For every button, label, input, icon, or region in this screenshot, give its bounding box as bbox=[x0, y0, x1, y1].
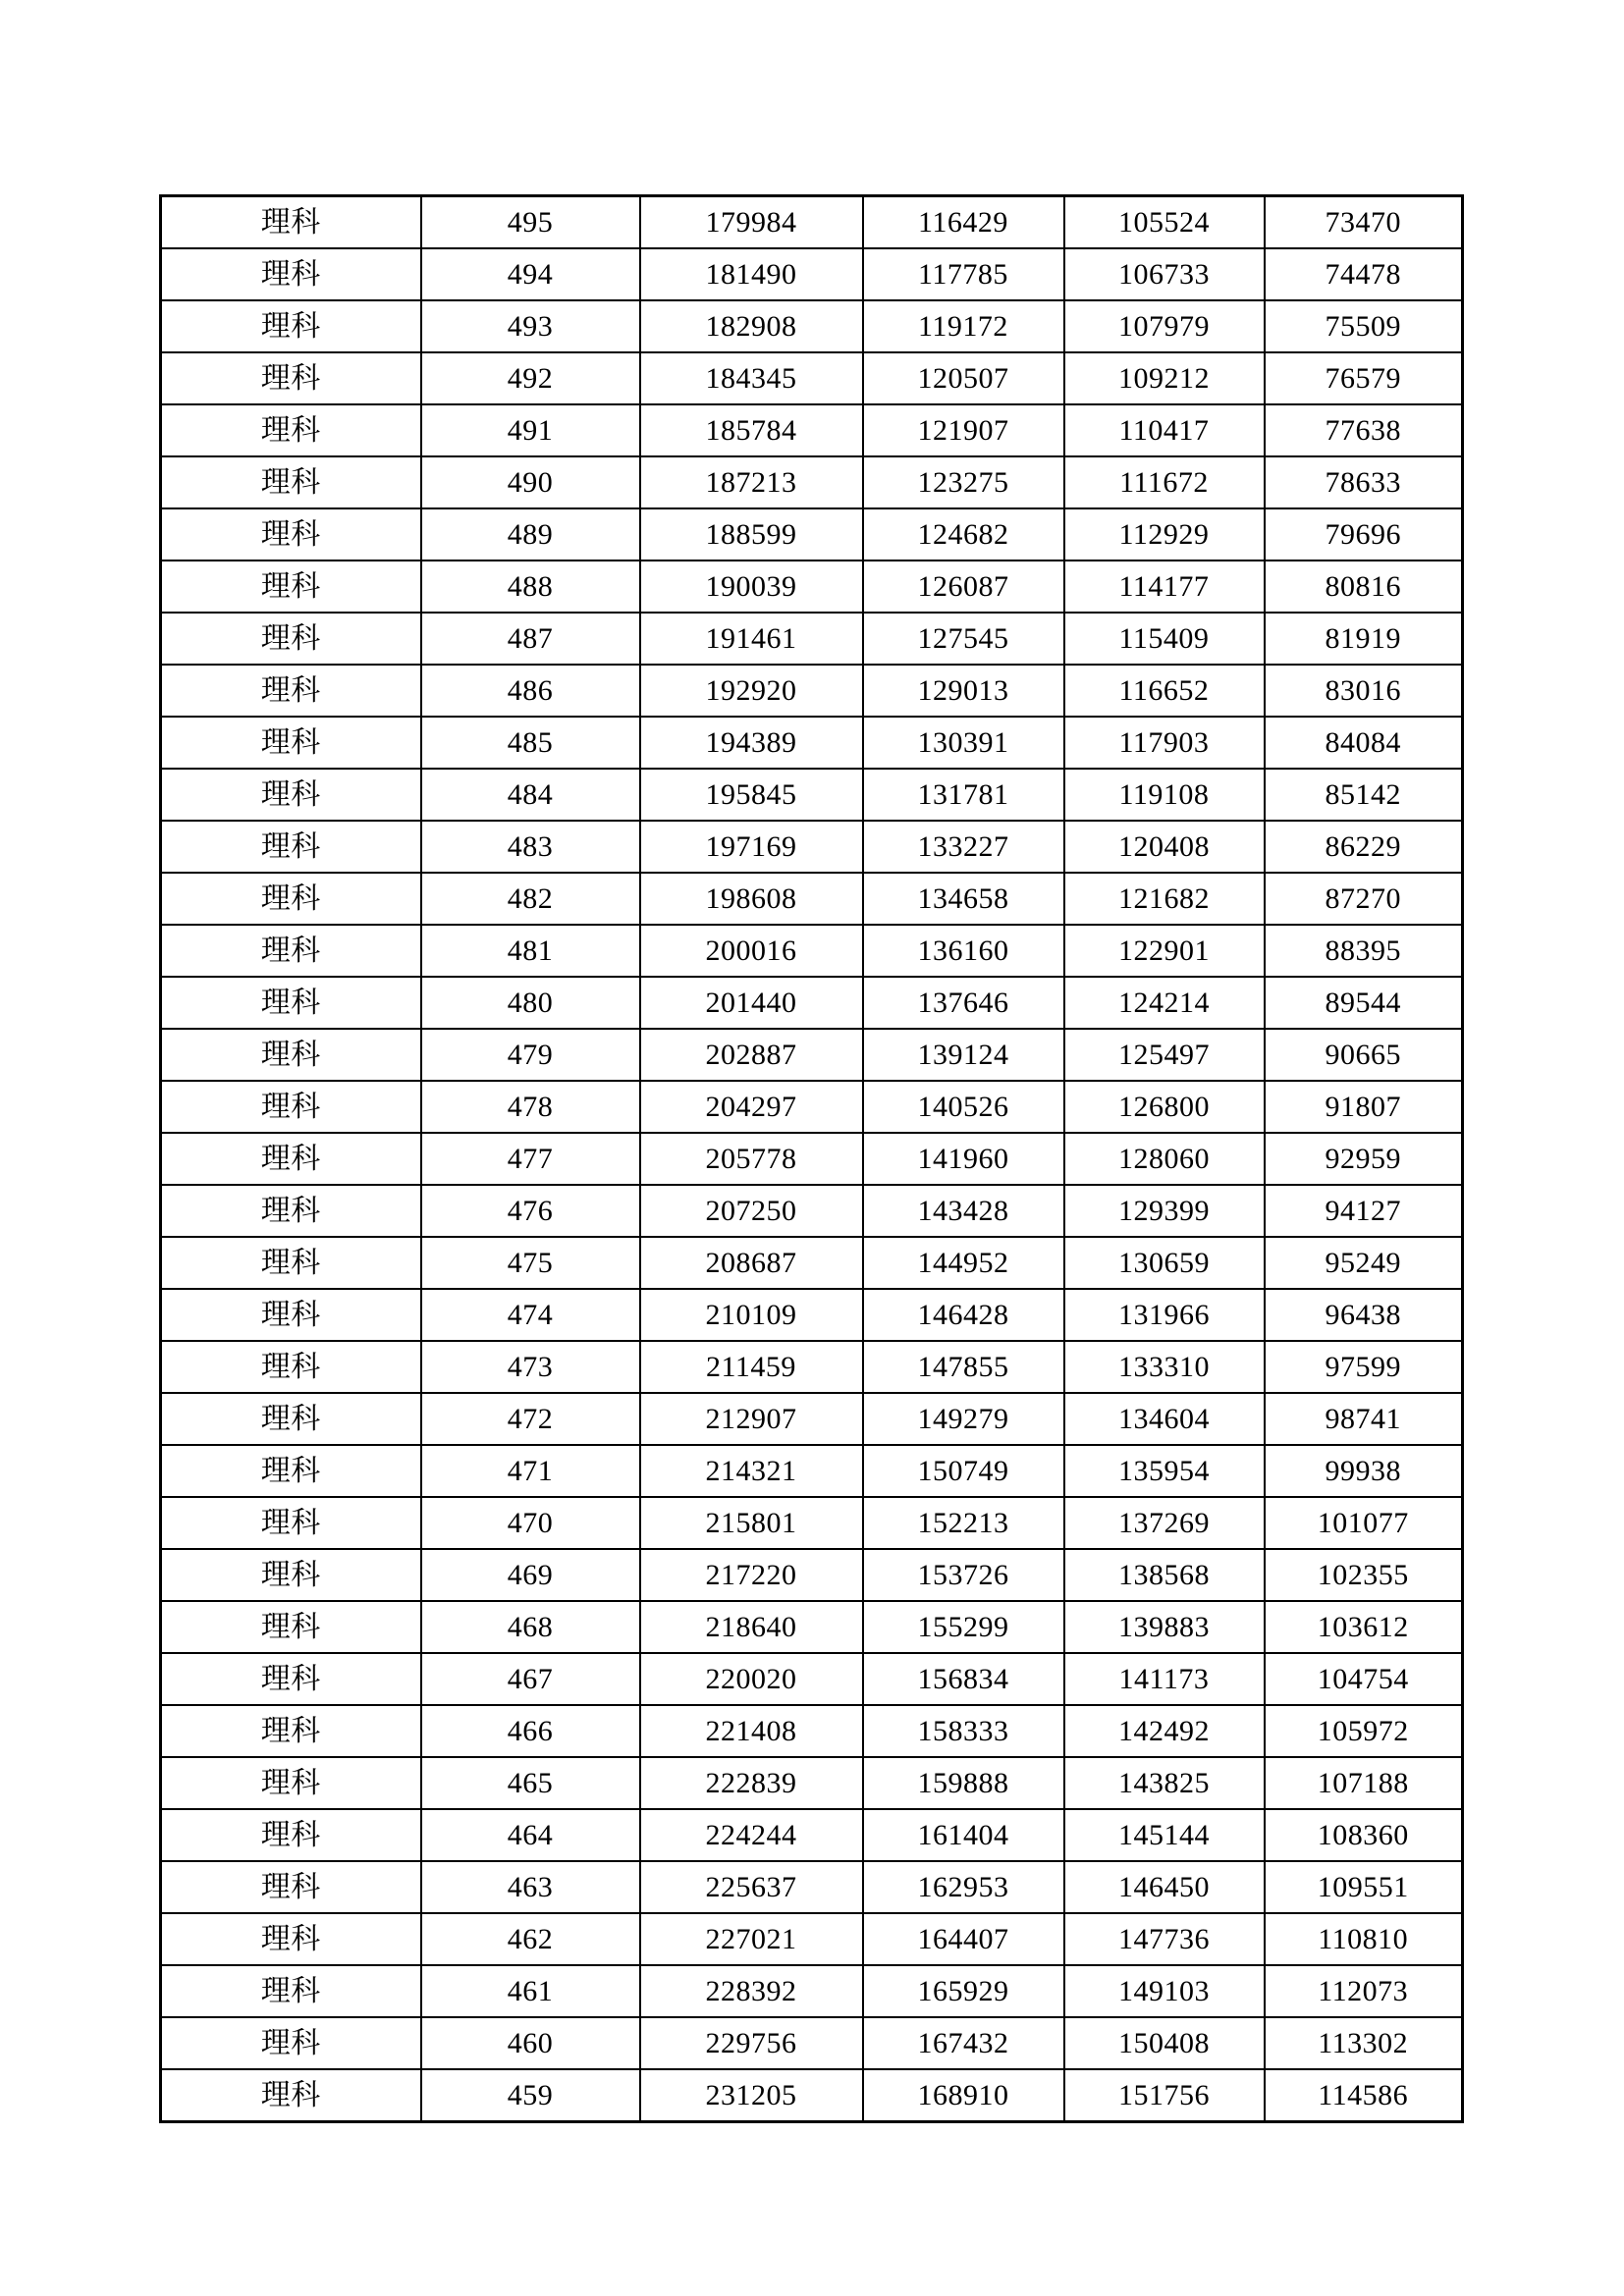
table-row bbox=[161, 352, 1463, 404]
cell-cumulative_total: 220020 bbox=[640, 1653, 863, 1705]
cell-cumulative_total: 215801 bbox=[640, 1497, 863, 1549]
cell-cumulative_total: 194389 bbox=[640, 717, 863, 769]
table-row bbox=[161, 1341, 1463, 1393]
cell-score: 467 bbox=[421, 1653, 640, 1705]
cell-cumulative_c: 145144 bbox=[1064, 1809, 1265, 1861]
cell-cumulative_b: 134658 bbox=[863, 873, 1064, 925]
cell-cumulative_c: 129399 bbox=[1064, 1185, 1265, 1237]
table-row bbox=[161, 2017, 1463, 2069]
cell-cumulative_b: 129013 bbox=[863, 665, 1064, 717]
cell-cumulative_b: 136160 bbox=[863, 925, 1064, 977]
cell-score: 488 bbox=[421, 561, 640, 613]
cell-cumulative_c: 130659 bbox=[1064, 1237, 1265, 1289]
table-row bbox=[161, 717, 1463, 769]
subject-cell: 理科 bbox=[161, 925, 421, 977]
cell-cumulative_total: 200016 bbox=[640, 925, 863, 977]
cell-cumulative_d: 103612 bbox=[1265, 1601, 1463, 1653]
table-row bbox=[161, 456, 1463, 508]
subject-cell: 理科 bbox=[161, 300, 421, 352]
table-row bbox=[161, 1913, 1463, 1965]
subject-cell: 理科 bbox=[161, 613, 421, 665]
cell-cumulative_d: 105972 bbox=[1265, 1705, 1463, 1757]
subject-cell: 理科 bbox=[161, 2069, 421, 2122]
cell-cumulative_d: 110810 bbox=[1265, 1913, 1463, 1965]
cell-cumulative_d: 102355 bbox=[1265, 1549, 1463, 1601]
cell-cumulative_b: 137646 bbox=[863, 977, 1064, 1029]
table-row bbox=[161, 925, 1463, 977]
subject-cell: 理科 bbox=[161, 1601, 421, 1653]
cell-cumulative_c: 139883 bbox=[1064, 1601, 1265, 1653]
cell-cumulative_b: 126087 bbox=[863, 561, 1064, 613]
cell-cumulative_total: 190039 bbox=[640, 561, 863, 613]
cell-cumulative_total: 188599 bbox=[640, 508, 863, 561]
table-row bbox=[161, 1757, 1463, 1809]
cell-cumulative_b: 130391 bbox=[863, 717, 1064, 769]
cell-cumulative_total: 185784 bbox=[640, 404, 863, 456]
cell-cumulative_c: 105524 bbox=[1064, 196, 1265, 249]
cell-cumulative_b: 159888 bbox=[863, 1757, 1064, 1809]
cell-score: 486 bbox=[421, 665, 640, 717]
table-row bbox=[161, 1133, 1463, 1185]
cell-cumulative_d: 92959 bbox=[1265, 1133, 1463, 1185]
cell-score: 485 bbox=[421, 717, 640, 769]
cell-cumulative_total: 207250 bbox=[640, 1185, 863, 1237]
cell-cumulative_c: 134604 bbox=[1064, 1393, 1265, 1445]
cell-cumulative_c: 119108 bbox=[1064, 769, 1265, 821]
cell-score: 491 bbox=[421, 404, 640, 456]
cell-score: 495 bbox=[421, 196, 640, 249]
table-row bbox=[161, 1549, 1463, 1601]
cell-cumulative_total: 217220 bbox=[640, 1549, 863, 1601]
cell-cumulative_total: 218640 bbox=[640, 1601, 863, 1653]
table-row bbox=[161, 821, 1463, 873]
cell-cumulative_b: 161404 bbox=[863, 1809, 1064, 1861]
table-row bbox=[161, 1237, 1463, 1289]
cell-cumulative_c: 150408 bbox=[1064, 2017, 1265, 2069]
cell-cumulative_total: 181490 bbox=[640, 248, 863, 300]
cell-score: 474 bbox=[421, 1289, 640, 1341]
subject-cell: 理科 bbox=[161, 1497, 421, 1549]
cell-cumulative_d: 94127 bbox=[1265, 1185, 1463, 1237]
cell-cumulative_d: 108360 bbox=[1265, 1809, 1463, 1861]
cell-cumulative_b: 121907 bbox=[863, 404, 1064, 456]
cell-cumulative_c: 124214 bbox=[1064, 977, 1265, 1029]
cell-cumulative_total: 201440 bbox=[640, 977, 863, 1029]
cell-score: 489 bbox=[421, 508, 640, 561]
cell-score: 481 bbox=[421, 925, 640, 977]
table-row bbox=[161, 665, 1463, 717]
subject-cell: 理科 bbox=[161, 1445, 421, 1497]
cell-cumulative_b: 147855 bbox=[863, 1341, 1064, 1393]
cell-cumulative_b: 167432 bbox=[863, 2017, 1064, 2069]
cell-cumulative_c: 126800 bbox=[1064, 1081, 1265, 1133]
subject-cell: 理科 bbox=[161, 1133, 421, 1185]
cell-score: 473 bbox=[421, 1341, 640, 1393]
subject-cell: 理科 bbox=[161, 1705, 421, 1757]
cell-cumulative_c: 116652 bbox=[1064, 665, 1265, 717]
cell-score: 480 bbox=[421, 977, 640, 1029]
cell-cumulative_b: 156834 bbox=[863, 1653, 1064, 1705]
cell-cumulative_total: 211459 bbox=[640, 1341, 863, 1393]
cell-score: 460 bbox=[421, 2017, 640, 2069]
cell-cumulative_b: 152213 bbox=[863, 1497, 1064, 1549]
table-row bbox=[161, 1601, 1463, 1653]
cell-cumulative_d: 73470 bbox=[1265, 196, 1463, 249]
subject-cell: 理科 bbox=[161, 1341, 421, 1393]
cell-cumulative_b: 124682 bbox=[863, 508, 1064, 561]
cell-score: 471 bbox=[421, 1445, 640, 1497]
subject-cell: 理科 bbox=[161, 1809, 421, 1861]
cell-cumulative_d: 77638 bbox=[1265, 404, 1463, 456]
cell-cumulative_d: 90665 bbox=[1265, 1029, 1463, 1081]
cell-cumulative_total: 227021 bbox=[640, 1913, 863, 1965]
table-row bbox=[161, 1081, 1463, 1133]
cell-cumulative_c: 149103 bbox=[1064, 1965, 1265, 2017]
subject-cell: 理科 bbox=[161, 1289, 421, 1341]
table-row bbox=[161, 561, 1463, 613]
cell-cumulative_total: 204297 bbox=[640, 1081, 863, 1133]
cell-score: 478 bbox=[421, 1081, 640, 1133]
cell-cumulative_b: 149279 bbox=[863, 1393, 1064, 1445]
cell-cumulative_b: 155299 bbox=[863, 1601, 1064, 1653]
cell-cumulative_d: 104754 bbox=[1265, 1653, 1463, 1705]
subject-cell: 理科 bbox=[161, 1653, 421, 1705]
cell-cumulative_d: 85142 bbox=[1265, 769, 1463, 821]
cell-cumulative_c: 141173 bbox=[1064, 1653, 1265, 1705]
table-row bbox=[161, 1497, 1463, 1549]
cell-cumulative_b: 127545 bbox=[863, 613, 1064, 665]
cell-cumulative_d: 107188 bbox=[1265, 1757, 1463, 1809]
subject-cell: 理科 bbox=[161, 352, 421, 404]
subject-cell: 理科 bbox=[161, 769, 421, 821]
table-row bbox=[161, 508, 1463, 561]
cell-cumulative_d: 81919 bbox=[1265, 613, 1463, 665]
cell-cumulative_d: 95249 bbox=[1265, 1237, 1463, 1289]
cell-cumulative_total: 198608 bbox=[640, 873, 863, 925]
cell-cumulative_c: 128060 bbox=[1064, 1133, 1265, 1185]
table-row bbox=[161, 248, 1463, 300]
table-row bbox=[161, 1393, 1463, 1445]
cell-score: 493 bbox=[421, 300, 640, 352]
cell-cumulative_b: 139124 bbox=[863, 1029, 1064, 1081]
table-row bbox=[161, 2069, 1463, 2122]
subject-cell: 理科 bbox=[161, 1861, 421, 1913]
subject-cell: 理科 bbox=[161, 821, 421, 873]
table-row bbox=[161, 977, 1463, 1029]
cell-score: 475 bbox=[421, 1237, 640, 1289]
table-row bbox=[161, 1185, 1463, 1237]
cell-score: 466 bbox=[421, 1705, 640, 1757]
cell-cumulative_c: 112929 bbox=[1064, 508, 1265, 561]
cell-cumulative_total: 222839 bbox=[640, 1757, 863, 1809]
subject-cell: 理科 bbox=[161, 561, 421, 613]
cell-cumulative_c: 147736 bbox=[1064, 1913, 1265, 1965]
cell-cumulative_total: 179984 bbox=[640, 196, 863, 249]
cell-score: 484 bbox=[421, 769, 640, 821]
cell-cumulative_c: 142492 bbox=[1064, 1705, 1265, 1757]
cell-cumulative_total: 182908 bbox=[640, 300, 863, 352]
cell-cumulative_d: 91807 bbox=[1265, 1081, 1463, 1133]
cell-score: 483 bbox=[421, 821, 640, 873]
subject-cell: 理科 bbox=[161, 1549, 421, 1601]
cell-score: 470 bbox=[421, 1497, 640, 1549]
subject-cell: 理科 bbox=[161, 1185, 421, 1237]
cell-cumulative_c: 137269 bbox=[1064, 1497, 1265, 1549]
cell-cumulative_c: 135954 bbox=[1064, 1445, 1265, 1497]
subject-cell: 理科 bbox=[161, 1393, 421, 1445]
cell-score: 462 bbox=[421, 1913, 640, 1965]
cell-cumulative_c: 151756 bbox=[1064, 2069, 1265, 2122]
cell-cumulative_c: 143825 bbox=[1064, 1757, 1265, 1809]
cell-cumulative_c: 115409 bbox=[1064, 613, 1265, 665]
table-row bbox=[161, 196, 1463, 249]
subject-cell: 理科 bbox=[161, 248, 421, 300]
cell-cumulative_total: 187213 bbox=[640, 456, 863, 508]
cell-cumulative_total: 184345 bbox=[640, 352, 863, 404]
cell-cumulative_d: 89544 bbox=[1265, 977, 1463, 1029]
cell-cumulative_total: 205778 bbox=[640, 1133, 863, 1185]
cell-cumulative_b: 117785 bbox=[863, 248, 1064, 300]
cell-score: 492 bbox=[421, 352, 640, 404]
subject-cell: 理科 bbox=[161, 717, 421, 769]
cell-cumulative_b: 150749 bbox=[863, 1445, 1064, 1497]
subject-cell: 理科 bbox=[161, 1029, 421, 1081]
cell-cumulative_c: 114177 bbox=[1064, 561, 1265, 613]
cell-score: 476 bbox=[421, 1185, 640, 1237]
cell-cumulative_total: 231205 bbox=[640, 2069, 863, 2122]
cell-cumulative_d: 112073 bbox=[1265, 1965, 1463, 2017]
cell-cumulative_total: 197169 bbox=[640, 821, 863, 873]
cell-score: 459 bbox=[421, 2069, 640, 2122]
subject-cell: 理科 bbox=[161, 404, 421, 456]
cell-cumulative_d: 113302 bbox=[1265, 2017, 1463, 2069]
subject-cell: 理科 bbox=[161, 873, 421, 925]
cell-cumulative_b: 119172 bbox=[863, 300, 1064, 352]
cell-cumulative_total: 195845 bbox=[640, 769, 863, 821]
cell-cumulative_d: 87270 bbox=[1265, 873, 1463, 925]
cell-score: 479 bbox=[421, 1029, 640, 1081]
cell-cumulative_b: 140526 bbox=[863, 1081, 1064, 1133]
cell-cumulative_b: 131781 bbox=[863, 769, 1064, 821]
subject-cell: 理科 bbox=[161, 977, 421, 1029]
cell-cumulative_total: 229756 bbox=[640, 2017, 863, 2069]
subject-cell: 理科 bbox=[161, 456, 421, 508]
cell-cumulative_c: 131966 bbox=[1064, 1289, 1265, 1341]
cell-cumulative_total: 202887 bbox=[640, 1029, 863, 1081]
cell-score: 487 bbox=[421, 613, 640, 665]
cell-score: 469 bbox=[421, 1549, 640, 1601]
table-row bbox=[161, 1965, 1463, 2017]
subject-cell: 理科 bbox=[161, 1237, 421, 1289]
cell-cumulative_b: 144952 bbox=[863, 1237, 1064, 1289]
cell-cumulative_c: 146450 bbox=[1064, 1861, 1265, 1913]
table-row bbox=[161, 1809, 1463, 1861]
cell-cumulative_c: 133310 bbox=[1064, 1341, 1265, 1393]
table-row bbox=[161, 1445, 1463, 1497]
score-distribution-table bbox=[159, 194, 1464, 2123]
cell-cumulative_d: 84084 bbox=[1265, 717, 1463, 769]
cell-cumulative_c: 125497 bbox=[1064, 1029, 1265, 1081]
cell-cumulative_b: 158333 bbox=[863, 1705, 1064, 1757]
cell-cumulative_c: 110417 bbox=[1064, 404, 1265, 456]
table-row bbox=[161, 1861, 1463, 1913]
cell-cumulative_total: 212907 bbox=[640, 1393, 863, 1445]
table-row bbox=[161, 300, 1463, 352]
cell-cumulative_d: 98741 bbox=[1265, 1393, 1463, 1445]
cell-cumulative_c: 109212 bbox=[1064, 352, 1265, 404]
table-row bbox=[161, 1029, 1463, 1081]
cell-cumulative_b: 120507 bbox=[863, 352, 1064, 404]
cell-cumulative_total: 208687 bbox=[640, 1237, 863, 1289]
cell-score: 490 bbox=[421, 456, 640, 508]
cell-cumulative_b: 153726 bbox=[863, 1549, 1064, 1601]
cell-cumulative_total: 210109 bbox=[640, 1289, 863, 1341]
cell-cumulative_d: 76579 bbox=[1265, 352, 1463, 404]
table-row bbox=[161, 769, 1463, 821]
cell-cumulative_c: 106733 bbox=[1064, 248, 1265, 300]
cell-cumulative_b: 165929 bbox=[863, 1965, 1064, 2017]
table-row bbox=[161, 1653, 1463, 1705]
cell-cumulative_c: 117903 bbox=[1064, 717, 1265, 769]
cell-score: 482 bbox=[421, 873, 640, 925]
subject-cell: 理科 bbox=[161, 508, 421, 561]
cell-score: 472 bbox=[421, 1393, 640, 1445]
cell-cumulative_total: 221408 bbox=[640, 1705, 863, 1757]
cell-cumulative_d: 78633 bbox=[1265, 456, 1463, 508]
cell-cumulative_d: 114586 bbox=[1265, 2069, 1463, 2122]
cell-cumulative_b: 141960 bbox=[863, 1133, 1064, 1185]
cell-cumulative_b: 146428 bbox=[863, 1289, 1064, 1341]
subject-cell: 理科 bbox=[161, 1965, 421, 2017]
cell-cumulative_d: 74478 bbox=[1265, 248, 1463, 300]
cell-cumulative_total: 225637 bbox=[640, 1861, 863, 1913]
cell-cumulative_d: 75509 bbox=[1265, 300, 1463, 352]
table-row bbox=[161, 1289, 1463, 1341]
cell-cumulative_c: 120408 bbox=[1064, 821, 1265, 873]
cell-cumulative_b: 123275 bbox=[863, 456, 1064, 508]
cell-cumulative_d: 86229 bbox=[1265, 821, 1463, 873]
cell-cumulative_d: 79696 bbox=[1265, 508, 1463, 561]
subject-cell: 理科 bbox=[161, 196, 421, 249]
cell-cumulative_b: 133227 bbox=[863, 821, 1064, 873]
cell-score: 468 bbox=[421, 1601, 640, 1653]
cell-cumulative_b: 116429 bbox=[863, 196, 1064, 249]
cell-score: 461 bbox=[421, 1965, 640, 2017]
cell-cumulative_d: 88395 bbox=[1265, 925, 1463, 977]
cell-cumulative_d: 96438 bbox=[1265, 1289, 1463, 1341]
cell-cumulative_total: 224244 bbox=[640, 1809, 863, 1861]
subject-cell: 理科 bbox=[161, 665, 421, 717]
cell-cumulative_d: 101077 bbox=[1265, 1497, 1463, 1549]
cell-cumulative_d: 80816 bbox=[1265, 561, 1463, 613]
cell-cumulative_c: 121682 bbox=[1064, 873, 1265, 925]
score-table-container bbox=[159, 194, 1461, 2123]
cell-cumulative_total: 192920 bbox=[640, 665, 863, 717]
cell-cumulative_b: 168910 bbox=[863, 2069, 1064, 2122]
cell-cumulative_total: 228392 bbox=[640, 1965, 863, 2017]
table-row bbox=[161, 404, 1463, 456]
cell-score: 463 bbox=[421, 1861, 640, 1913]
table-body bbox=[161, 196, 1463, 2122]
subject-cell: 理科 bbox=[161, 2017, 421, 2069]
cell-cumulative_d: 99938 bbox=[1265, 1445, 1463, 1497]
cell-score: 464 bbox=[421, 1809, 640, 1861]
table-row bbox=[161, 613, 1463, 665]
cell-score: 465 bbox=[421, 1757, 640, 1809]
subject-cell: 理科 bbox=[161, 1081, 421, 1133]
cell-cumulative_d: 97599 bbox=[1265, 1341, 1463, 1393]
cell-cumulative_c: 111672 bbox=[1064, 456, 1265, 508]
cell-cumulative_total: 191461 bbox=[640, 613, 863, 665]
cell-cumulative_c: 138568 bbox=[1064, 1549, 1265, 1601]
cell-cumulative_total: 214321 bbox=[640, 1445, 863, 1497]
cell-cumulative_b: 162953 bbox=[863, 1861, 1064, 1913]
table-row bbox=[161, 1705, 1463, 1757]
subject-cell: 理科 bbox=[161, 1913, 421, 1965]
cell-cumulative_b: 143428 bbox=[863, 1185, 1064, 1237]
cell-score: 494 bbox=[421, 248, 640, 300]
table-row bbox=[161, 873, 1463, 925]
cell-score: 477 bbox=[421, 1133, 640, 1185]
cell-cumulative_c: 122901 bbox=[1064, 925, 1265, 977]
cell-cumulative_c: 107979 bbox=[1064, 300, 1265, 352]
cell-cumulative_b: 164407 bbox=[863, 1913, 1064, 1965]
subject-cell: 理科 bbox=[161, 1757, 421, 1809]
cell-cumulative_d: 109551 bbox=[1265, 1861, 1463, 1913]
cell-cumulative_d: 83016 bbox=[1265, 665, 1463, 717]
